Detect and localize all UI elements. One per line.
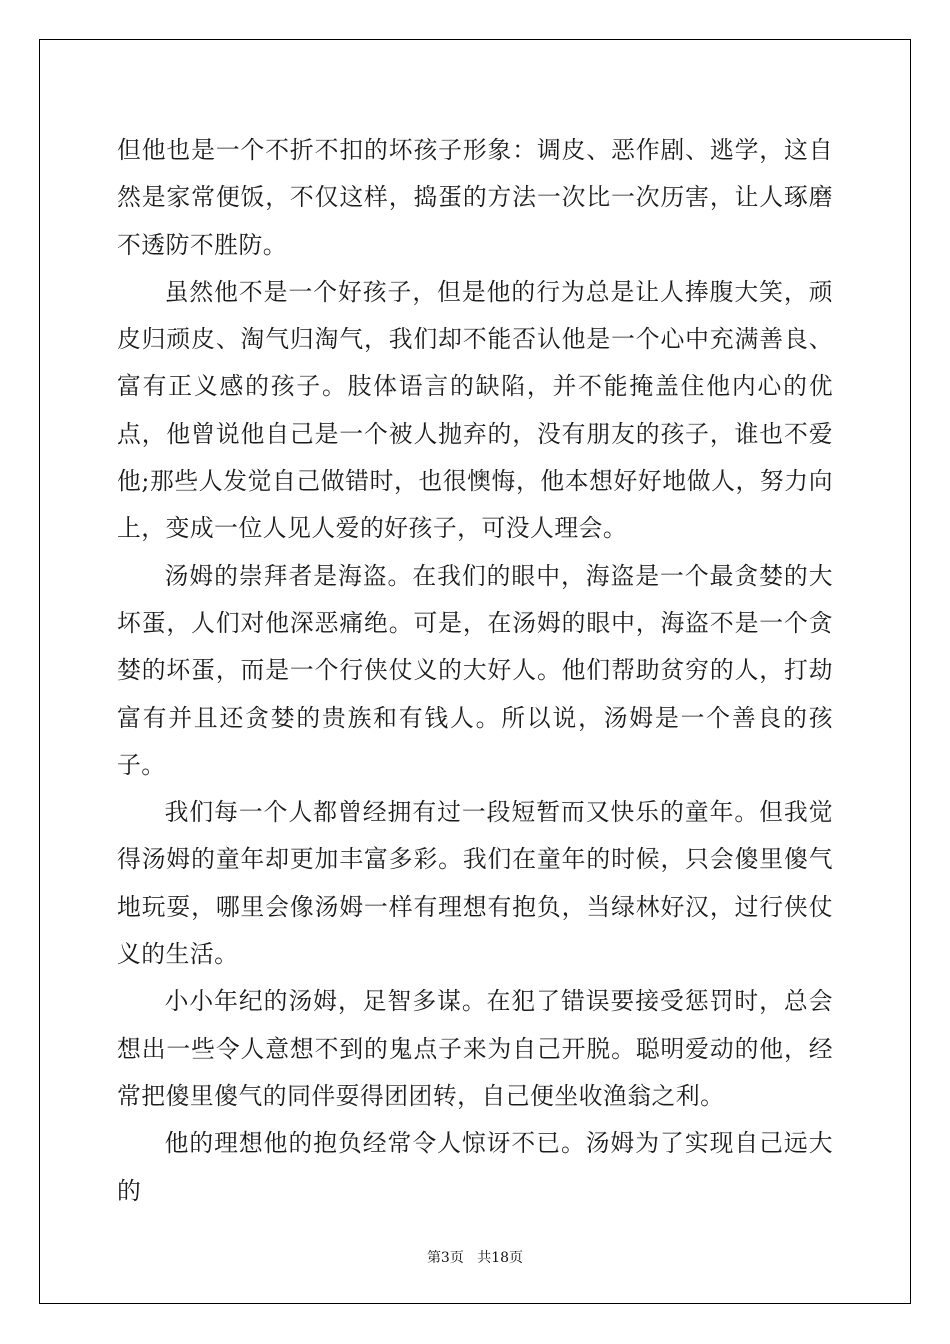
paragraph: 小小年纪的汤姆，足智多谋。在犯了错误要接受惩罚时，总会想出一些令人意想不到的鬼点子来为自己开脱。聪明爱动的他，经常把傻里傻气的同伴耍得团团转，自己便坐收渔翁之利。 bbox=[117, 987, 833, 1110]
paragraph: 汤姆的崇拜者是海盗。在我们的眼中，海盗是一个最贪婪的大坏蛋，人们对他深恶痛绝。可是，在汤姆的眼中，海盗不是一个贪婪的坏蛋，而是一个行侠仗义的大好人。他们帮助贫穷的人，打劫富有并且还贪婪的贵族和有钱人。所以说，汤姆是一个善良的孩子。 bbox=[117, 561, 833, 779]
page-total: 共18页 bbox=[477, 1250, 524, 1266]
paragraph: 我们每一个人都曾经拥有过一段短暂而又快乐的童年。但我觉得汤姆的童年却更加丰富多彩。我们在童年的时候，只会傻里傻气地玩耍，哪里会像汤姆一样有理想有抱负，当绿林好汉，过行侠仗义的生活。 bbox=[117, 798, 833, 969]
paragraph: 他的理想他的抱负经常令人惊讶不已。汤姆为了实现自己远大的 bbox=[117, 1129, 833, 1205]
page-footer bbox=[0, 1247, 950, 1267]
paragraph: 虽然他不是一个好孩子，但是他的行为总是让人捧腹大笑，顽皮归顽皮、淘气归淘气，我们却不能否认他是一个心中充满善良、富有正义感的孩子。肢体语言的缺陷，并不能掩盖住他内心的优点，他曾说他自己是一个被人抛弃的，没有朋友的孩子，谁也不爱他;那些人发觉自己做错时，也很懊悔，他本想好好地做人，努力向上，变成一位人见人爱的好孩子，可没人理会。 bbox=[117, 277, 833, 543]
paragraph: 但他也是一个不折不扣的坏孩子形象：调皮、恶作剧、逃学，这自然是家常便饭，不仅这样，捣蛋的方法一次比一次历害，让人琢磨不透防不胜防。 bbox=[117, 136, 833, 259]
document-body bbox=[117, 127, 833, 1215]
page-number: 第3页 bbox=[426, 1250, 464, 1266]
